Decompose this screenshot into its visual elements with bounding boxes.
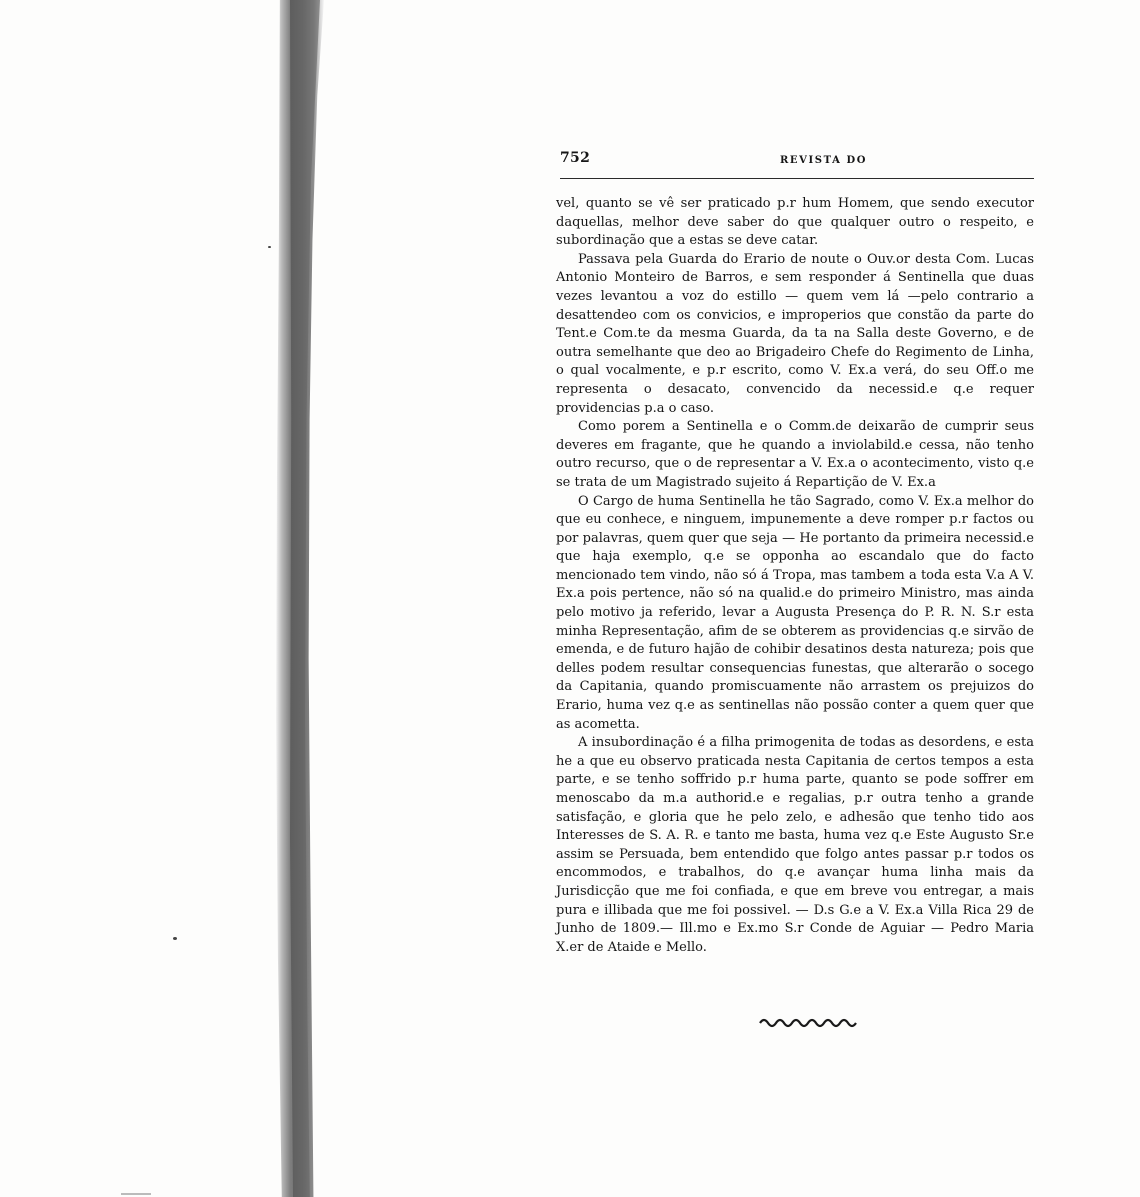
- paragraph-4: O Cargo de huma Sentinella he tão Sagrado, como V. Ex.a melhor do que eu conhece, e ninguem, impunemente a deve romper p.r factos ou por palavras, quem quer que seja — He portanto da primeira necessid.e que haja exemplo, q.e se opponha ao escandalo que do facto mencionado tem vindo, não só á Tropa, mas tambem a toda esta V.a A V. Ex.a pois pertence, não só na qualid.e do primeiro Ministro, mas ainda pelo motivo ja referido, levar a Augusta Presença do P. R. N. S.r esta minha Representação, afim de se obterem as providencias q.e sirvão de emenda, e de futuro hajão de cohibir desatinos desta natureza; pois que delles podem resultar consequencias funestas, que alterarão o socego da Capitania, quando promiscuamente não arrastem os prejuizos do Erario, huma vez q.e as sentinellas não possão conter a quem quer que as acometta.: [556, 493, 1034, 732]
- wavy-rule-ornament-icon: [758, 1015, 858, 1029]
- stray-scan-line: [121, 1193, 151, 1195]
- binding-gutter-core: [290, 0, 320, 1197]
- page-header: [560, 150, 1034, 180]
- paragraph-3: Como porem a Sentinella e o Comm.de deixarão de cumprir seus deveres em fragante, que he quando a inviolabild.e cessa, não tenho outro recurso, que o de representar a V. Ex.a o acontecimento, visto q.e se trata de um Magistrado sujeito á Repartição de V. Ex.a: [556, 419, 1034, 490]
- page-number: 752: [560, 150, 591, 166]
- paragraph-5: A insubordinação é a filha primogenita de todas as desordens, e esta he a que eu observo praticada nesta Capitania de certos tempos a esta parte, e se tenho soffrido p.r huma parte, quanto se pode soffrer em menoscabo da m.a authorid.e e regalias, p.r outra tenho a grande satisfação, e gloria que he pelo zelo, e adhesão que tenho tido aos Interesses de S. A. R. e tanto me basta, huma vez q.e Este Augusto Sr.e assim se Persuada, bem entendido que folgo antes passar p.r todos os encommodos, e trabalhos, do q.e avançar huma linha mais da Jurisdicção que me foi confiada, e que em breve vou entregar, a mais pura e illibada que me foi possivel. — D.s G.e a V. Ex.a Villa Rica 29 de Junho de 1809.— Ill.mo e Ex.mo S.r Conde de Aguiar — Pedro Maria X.er de Ataide e Mello.: [556, 735, 1034, 955]
- stray-ink-speck: [173, 937, 177, 940]
- paragraph-1: vel, quanto se vê ser praticado p.r hum Homem, que sendo executor daquellas, melhor deve saber do que qualquer outro o respeito, e subordinação que a estas se deve catar.: [556, 196, 1034, 249]
- body-text: [556, 195, 1034, 957]
- paragraph-2: Passava pela Guarda do Erario de noute o Ouv.or desta Com. Lucas Antonio Monteiro de Barros, e sem responder á Sentinella que duas vezes levantou a voz do estillo — quem vem lá —pelo contrario a desattendeo com os convicios, e improperios que constão da parte do Tent.e Com.te da mesma Guarda, da ta na Salla deste Governo, e de outra semelhante que deo ao Brigadeiro Chefe do Regimento de Linha, o qual vocalmente, e p.r escrito, como V. Ex.a verá, do seu Off.o me representa o desacato, convencido da necessid.e q.e requer providencias p.a o caso.: [556, 251, 1034, 416]
- stray-ink-speck: [268, 246, 271, 248]
- header-rule: [560, 178, 1034, 179]
- running-head: REVISTA DO: [780, 155, 868, 166]
